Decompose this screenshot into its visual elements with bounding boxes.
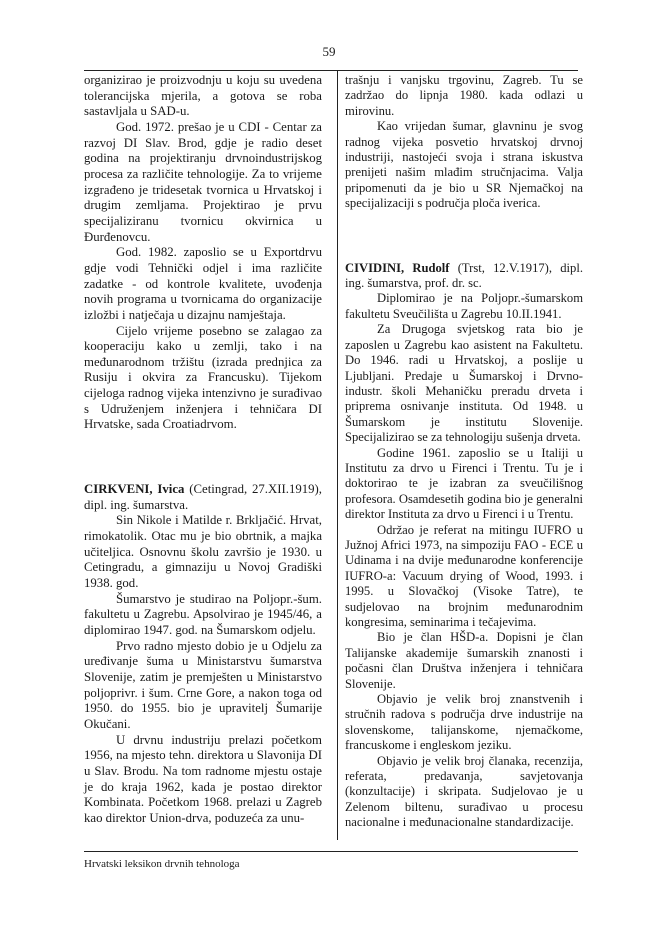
paragraph: Diplomirao je na Poljopr.-šumarskom fakultetu Sveučilišta u Zagrebu 10.II.1941. [345,291,583,321]
header-rule [84,70,578,71]
paragraph: God. 1972. prešao je u CDI - Centar za razvoj DI Slav. Brod, gdje je radio deset godina na projektiranju drvnoindustrijskog procesa za različite tehnologije. Za to vrijeme izgrađeno je tridesetak tvornica u Hrvatskoj i drugim zemljama. Projektirao je prvu specijaliziranu tvornicu okvirnica u Đurđenovcu. [84,119,322,244]
paragraph: Održao je referat na mitingu IUFRO u Južnoj Africi 1973, na simpoziju FAO - ECE u Udinama i na dvije međunarodne konferencije IUFRO-a: Vacuum drying of Wood, 1993. i 1995. u Slovačkoj (Visoke Tatre), te sudjelovao na brojnim međunarodnim kongresima, seminarima i tečajevima. [345,522,583,629]
paragraph: Godine 1961. zaposlio se u Italiji u Institutu za drvo u Firenci i Trentu. Tu je i doktorirao te je izabran za sveučilišnog profesora. Osamdesetih godina bio je generalni direktor Instituta za drvo u Firenci i u Trentu. [345,445,583,522]
entry-details: (Cetingrad, 27.XII.1919), dipl. ing. šumarstva. [84,482,322,512]
footer-title: Hrvatski leksikon drvnih tehnologa [84,858,240,870]
paragraph: trašnju i vanjsku trgovinu, Zagreb. Tu se zadržao do lipnja 1980. kada odlazi u mirovinu. [345,73,583,118]
paragraph: Bio je član HŠD-a. Dopisni je član Talijanske akademije šumarskih znanosti i počasni član Društva inženjera i tehničara Slovenije. [345,630,583,691]
paragraph: Objavio je velik broj članaka, recenzija, referata, predavanja, savjetovanja (konzultacije) i skripata. Sudjelovao je u Zelenom biltenu, surađivao u procesu nacionalne i međunacionalne standardizacije. [345,753,583,830]
column-divider [337,70,338,840]
entry-name: CIVIDINI, Rudolf [345,260,450,275]
paragraph: Sin Nikole i Matilde r. Brkljačić. Hrvat, rimokatolik. Otac mu je bio obrtnik, a majka učiteljica. Osnovnu školu završio je 1930. u Cetingradu, a gimnaziju u Novoj Gradiški 1938. god. [84,513,322,591]
entry-heading [84,482,322,513]
page-number: 59 [322,44,336,59]
paragraph: God. 1982. zaposlio se u Exportdrvu gdje vodi Tehnički odjel i ima različite zadatke - od kontrole kvalitete, uvođenja novih programa u tvornicama do organizacije izložbi i natječaja u dizajnu namještaja. [84,245,322,322]
entry-details: (Trst, 12.V.1917), dipl. ing. šumarstva, prof. dr. sc. [345,260,584,291]
entry-gap [84,433,322,482]
paragraph: organizirao je proizvodnju u koju su uvedena tolerancijska mjerila, a gotova se roba sastavljala u SAD-u. [84,73,322,119]
paragraph: Prvo radno mjesto dobio je u Odjelu za uređivanje šuma u Ministarstvu šumarstva Slovenije, zatim je premješten u Ministarstvo poljoprivr. i šum. Crne Gore, a nakon toga od 1950. do 1955. bio je upravitelj Šumarije Okučani. [84,638,322,731]
entry-heading [345,261,583,292]
paragraph: U drvnu industriju prelazi početkom 1956, na mjesto tehn. direktora u Slavonija DI u Slav. Brodu. Na tom radnome mjestu ostaje je do kraja 1962, kada je postao direktor Kombinata. Početkom 1968. prelazi u Zagreb kao direktor Union-drva, poduzeća za unu- [84,732,322,825]
left-column [84,73,322,827]
footer-rule [84,851,578,852]
entry-name: CIRKVENI, Ivica [84,482,185,497]
paragraph: Kao vrijedan šumar, glavninu je svog radnog vijeka posvetio hrvatskoj drvnoj industriji, nastojeći svoja i strana iskustva prenijeti našim mlađim stručnjacima. Valja pripomenuti da je bio u SR Njemačkoj na specijalizaciji s područja ploča iverica. [345,119,583,211]
paragraph: Za Drugoga svjetskog rata bio je zaposlen u Zagrebu kao asistent na Fakultetu. Do 1946. radi u Hrvatskoj, a poslije u Ljubljani. Predaje u Šumarskoj i Drvno-industr. školi Mehaničku preradu drveta i priprema osnivanje instituta. Od 1948. u Šumarskom je institutu Slovenije. Specijalizirao se za tehnologiju sušenja drveta. [345,322,583,445]
paragraph: Cijelo vrijeme posebno se zalagao za kooperaciju kako u zemlji, tako i na međunarodnom tržištu (izrada prednjica za Rusiju i okvira za Francusku). Tijekom cijeloga radnog vijeka intenzivno je surađivao s Udruženjem inženjera i tehničara DI Hrvatske, sada Croatiadrvom. [84,323,322,432]
right-column [345,73,583,831]
paragraph: Objavio je velik broj znanstvenih i stručnih radova s područja drve industrije na slovenskome, talijanskome, njemačkome, francuskome i engleskom jeziku. [345,692,583,753]
paragraph: Šumarstvo je studirao na Poljopr.-šum. fakultetu u Zagrebu. Apsolvirao je 1945/46, a diplomirao 1947. god. na Šumarskom odjelu. [84,591,322,637]
entry-gap [345,212,583,261]
